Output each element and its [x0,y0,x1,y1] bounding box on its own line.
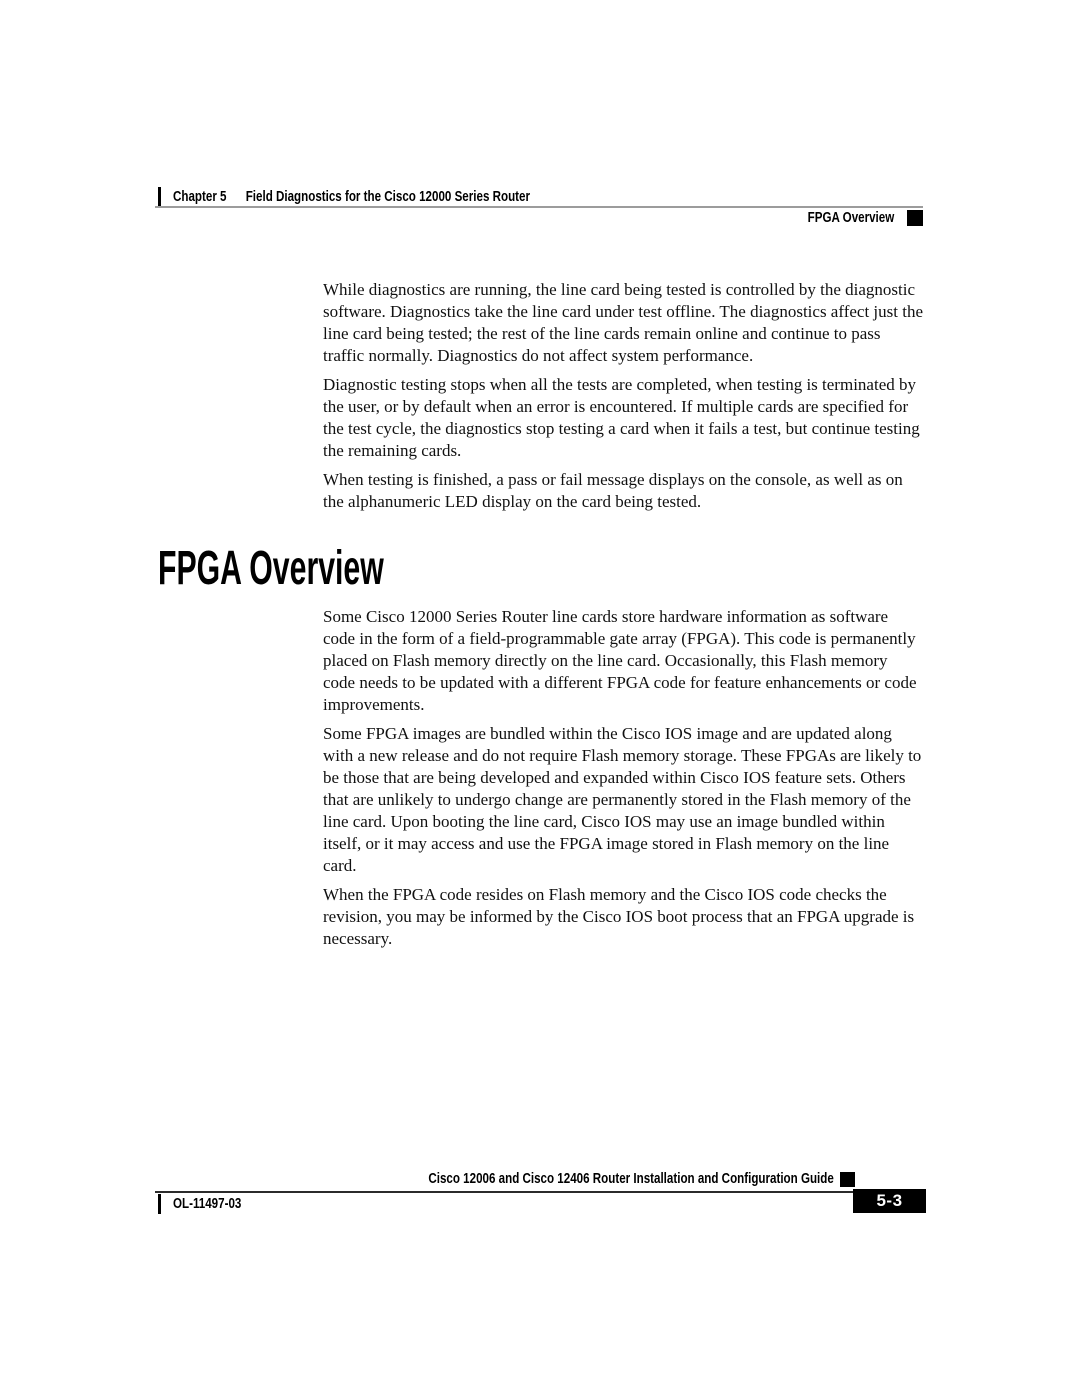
intro-paragraph-2: Diagnostic testing stops when all the tests are completed, when testing is terminated by the user, or by default when an error is encountered. If multiple cards are specified for the test cycle, the diagnostics stop testing a card when it fails a test, but continue testing the remaining cards. [323,375,920,460]
section-paragraph-1: Some Cisco 12000 Series Router line cards store hardware information as software code in the form of a field-programmable gate array (FPGA). This code is permanently placed on Flash memory directly on the line card. Occasionally, this Flash memory code needs to be updated with a different FPGA code for feature enhancements or code improvements. [323,607,917,714]
header-section-label: FPGA Overview [807,210,894,226]
intro-paragraph-1: While diagnostics are running, the line card being tested is controlled by the diagnostic software. Diagnostics take the line card under test offline. The diagnostics affect just the line card being tested; the rest of the line cards remain online and continue to pass traffic normally. Diagnostics do not affect system performance. [323,280,924,365]
chapter-label: Chapter 5 [173,189,227,205]
running-header-text [173,189,530,205]
footer-square-marker [840,1172,855,1187]
footer-rule [155,1191,853,1193]
doc-number: OL-11497-03 [173,1196,242,1212]
running-header-left [158,186,619,208]
intro-paragraph-3: When testing is finished, a pass or fail message displays on the console, as well as on the alphanumeric LED display on the card being tested. [323,470,903,511]
header-square-marker [907,210,923,226]
footer-guide-title: Cisco 12006 and Cisco 12406 Router Installation and Configuration Guide [428,1171,834,1187]
running-header-right [786,209,923,227]
page-number: 5-3 [876,1191,903,1210]
chapter-title: Field Diagnostics for the Cisco 12000 Series Router [245,189,531,205]
running-footer-left [158,1193,258,1215]
chapter-marker-bar [158,187,161,207]
page-body [158,279,924,957]
section-paragraph-2: Some FPGA images are bundled within the Cisco IOS image and are updated along with a new release and do not require Flash memory storage. These FPGAs are likely to be those that are being developed and expanded within Cisco IOS feature sets. Others that are unlikely to undergo change are permanently stored in the Flash memory of the line card. Upon booting the line card, Cisco IOS may use an image bundled within itself, or it may access and use the FPGA image stored in Flash memory on the line card. [323,724,922,875]
section-paragraph-3: When the FPGA code resides on Flash memory and the Cisco IOS code checks the revision, you may be informed by the Cisco IOS boot process that an FPGA upgrade is necessary. [323,885,915,948]
section-heading: FPGA Overview [158,542,384,595]
running-footer-title [327,1170,855,1188]
page-number-box [853,1189,926,1213]
header-rule [155,206,923,208]
doc-number-marker-bar [158,1194,161,1214]
